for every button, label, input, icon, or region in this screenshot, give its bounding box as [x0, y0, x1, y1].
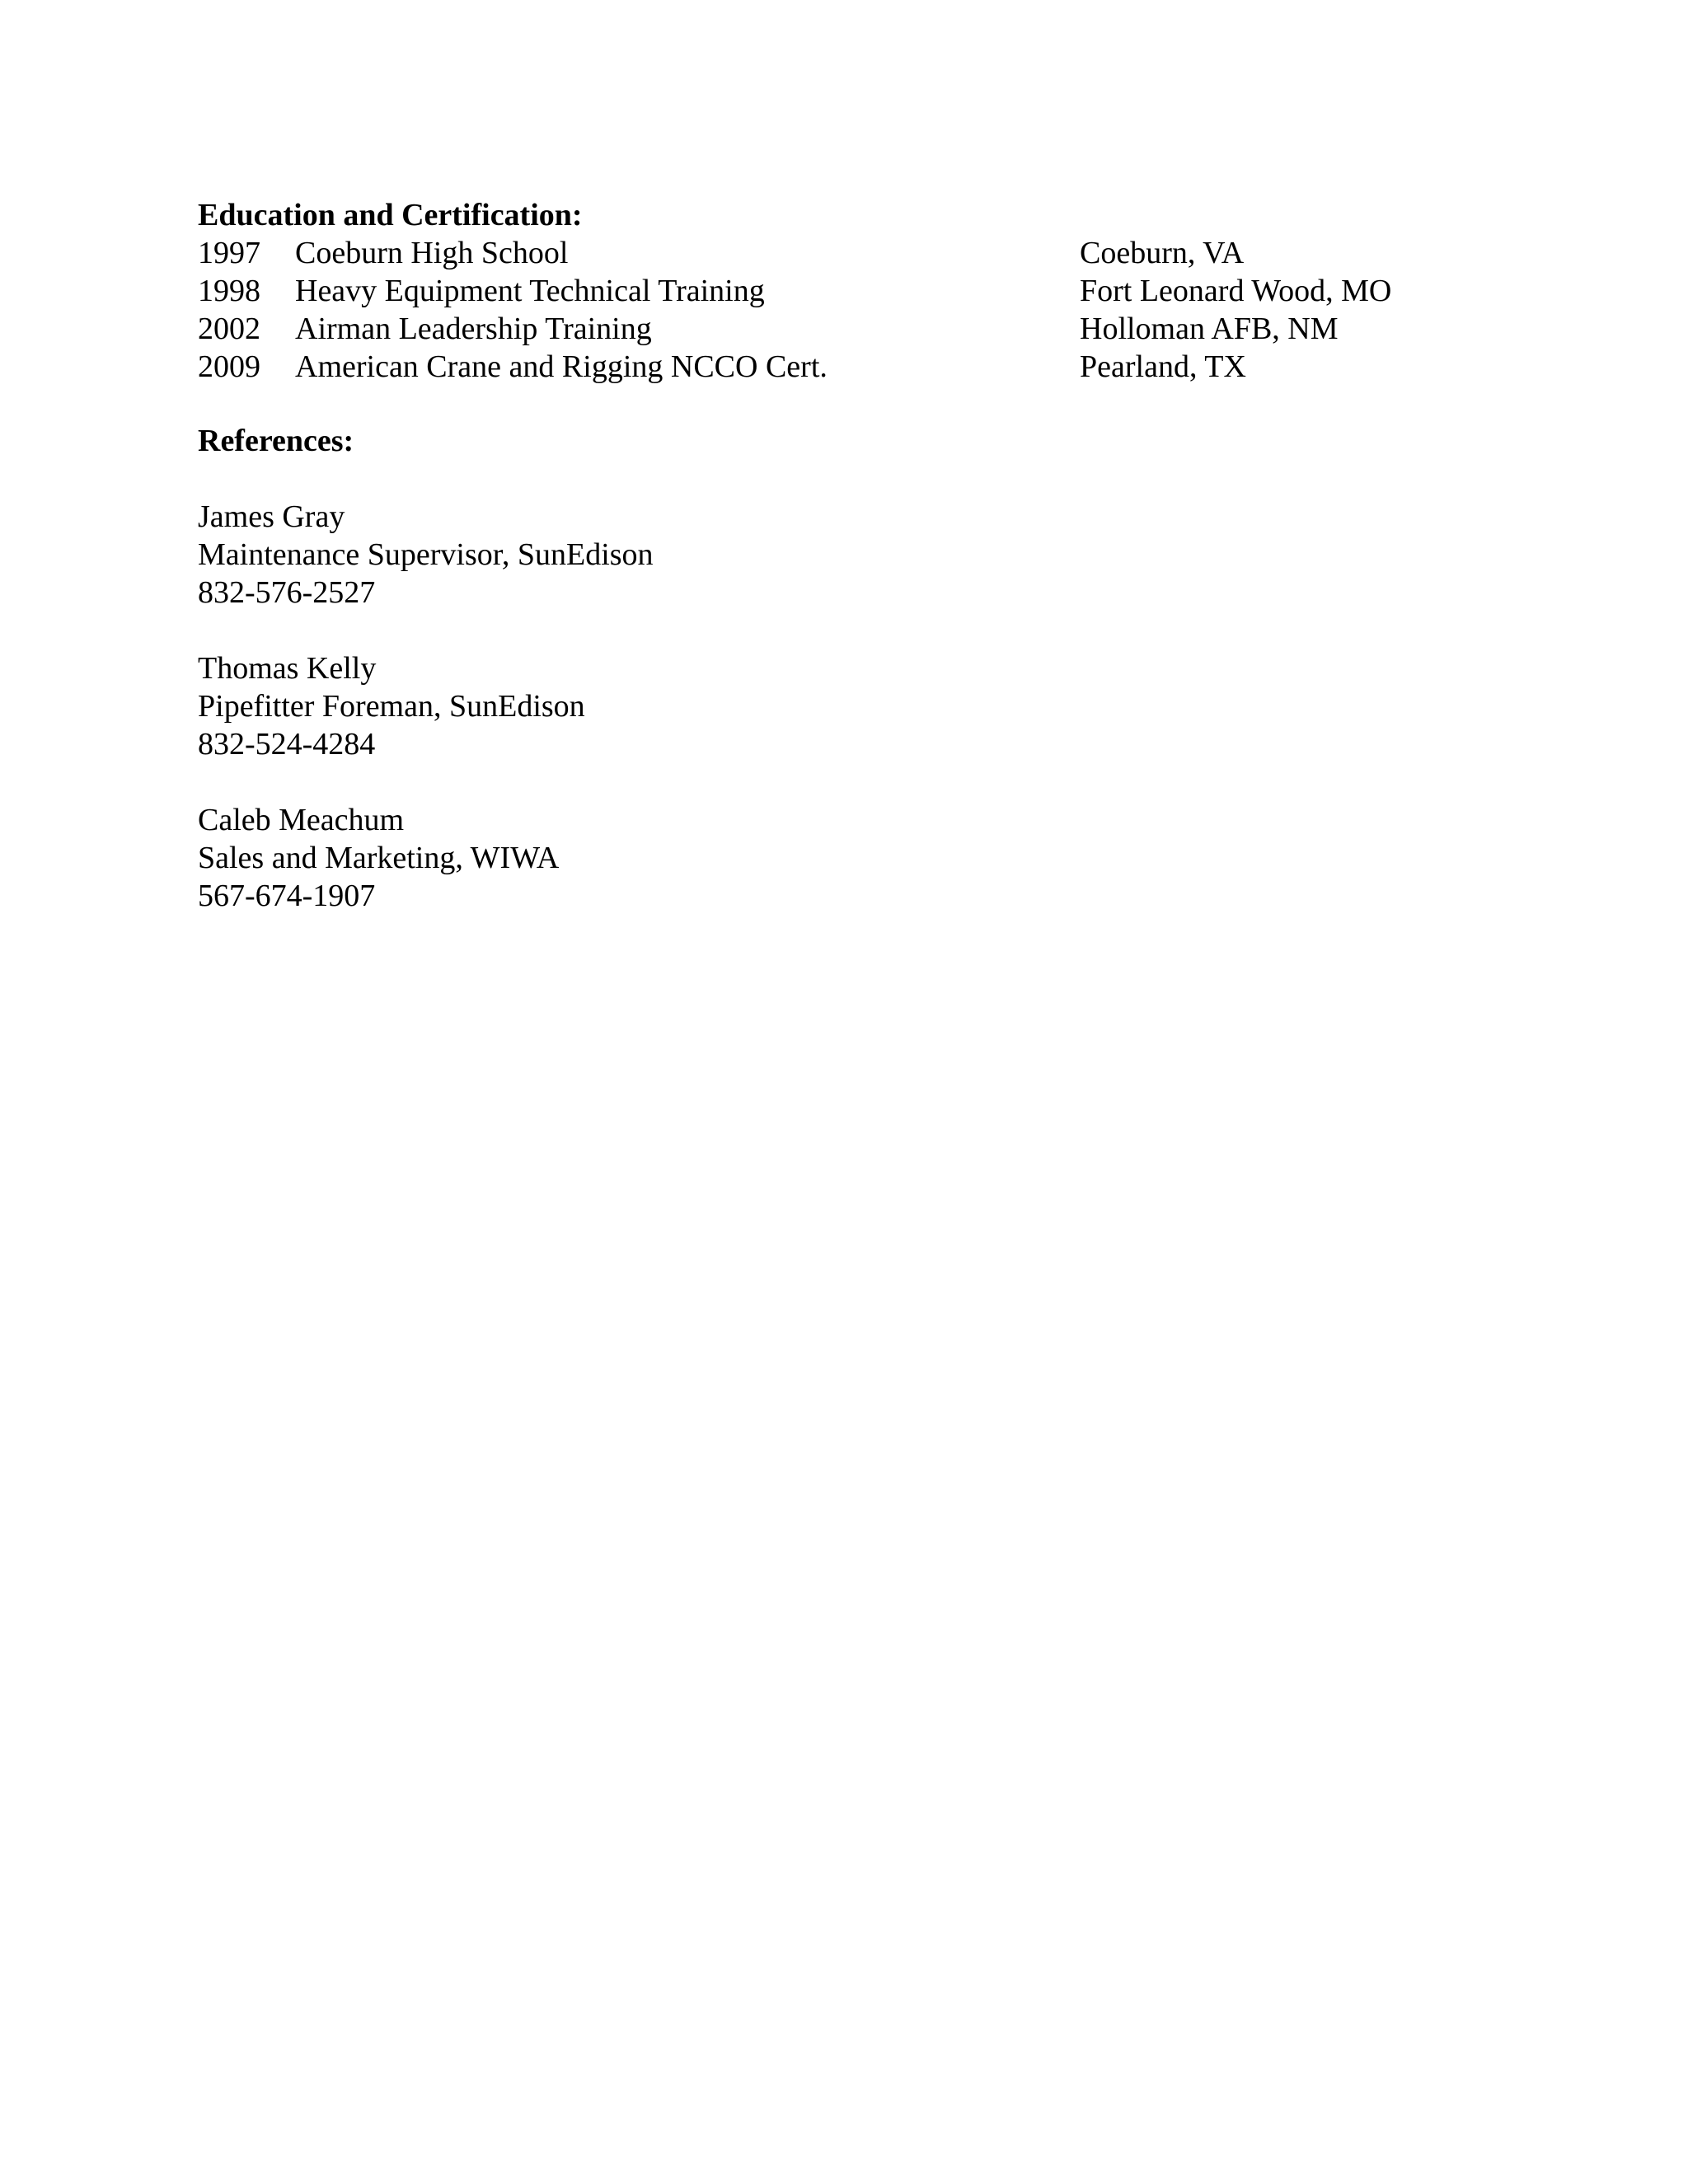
education-entry: [198, 348, 1517, 386]
education-location: Fort Leonard Wood, MO: [1080, 274, 1392, 308]
education-heading: Education and Certification:: [198, 198, 583, 232]
reference-phone: 832-576-2527: [198, 575, 376, 610]
reference-position: Sales and Marketing, WIWA: [198, 841, 560, 875]
reference-name: James Gray: [198, 499, 345, 534]
education-title: American Crane and Rigging NCCO Cert.: [295, 349, 828, 384]
education-year: 1997: [198, 236, 260, 270]
reference-phone: 567-674-1907: [198, 879, 376, 913]
education-location: Holloman AFB, NM: [1080, 312, 1339, 346]
reference-phone: 832-524-4284: [198, 727, 376, 762]
education-location: Pearland, TX: [1080, 349, 1246, 384]
reference-name: Thomas Kelly: [198, 651, 377, 686]
education-year: 2009: [198, 349, 260, 384]
education-year: 1998: [198, 274, 260, 308]
references-heading: References:: [198, 424, 354, 458]
education-title: Coeburn High School: [295, 236, 569, 270]
education-entry: [198, 234, 1517, 272]
education-title: Airman Leadership Training: [295, 312, 652, 346]
education-list: [198, 234, 1517, 386]
education-entry: [198, 310, 1517, 348]
reference-position: Maintenance Supervisor, SunEdison: [198, 537, 654, 572]
reference-entry: [198, 649, 1517, 763]
page-content: [198, 196, 1517, 915]
education-title: Heavy Equipment Technical Training: [295, 274, 765, 308]
reference-entry: [198, 801, 1517, 915]
reference-entry: [198, 498, 1517, 612]
reference-name: Caleb Meachum: [198, 803, 405, 837]
reference-position: Pipefitter Foreman, SunEdison: [198, 689, 585, 724]
education-entry: [198, 272, 1517, 310]
education-location: Coeburn, VA: [1080, 236, 1245, 270]
education-year: 2002: [198, 312, 260, 346]
